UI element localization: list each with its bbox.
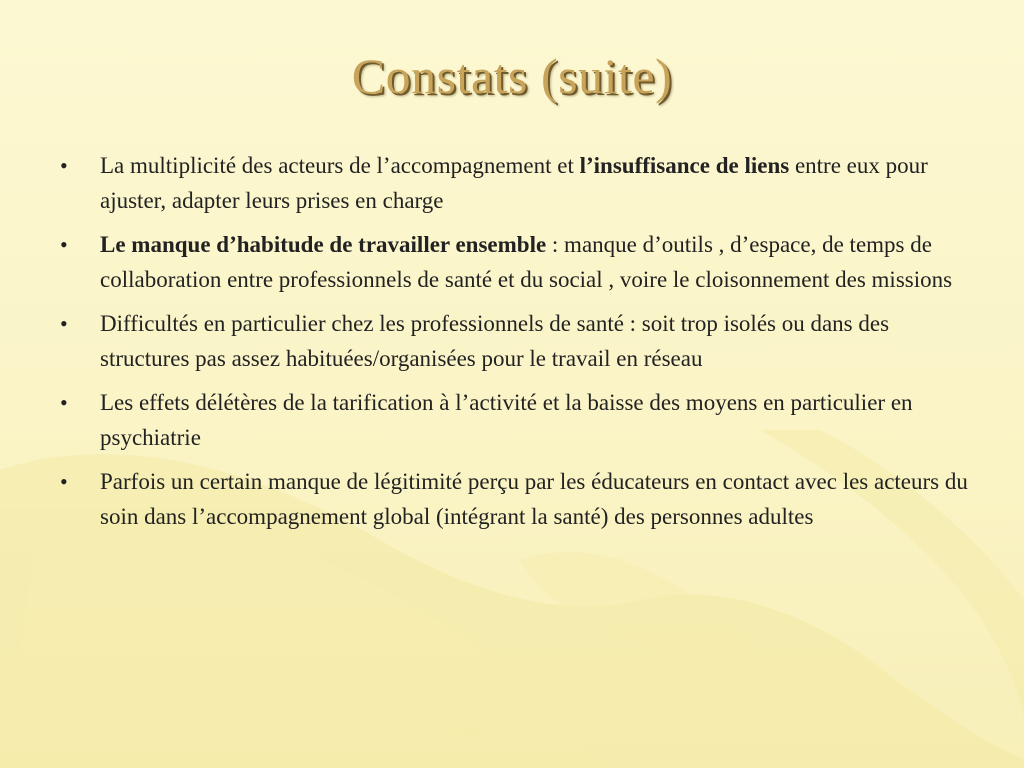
bullet-icon: • xyxy=(60,469,68,494)
bullet-item xyxy=(60,385,970,455)
bullet-icon: • xyxy=(60,390,68,415)
bullet-icon: • xyxy=(60,311,68,336)
bullet-bold-text: l’insuffisance de liens xyxy=(579,153,790,178)
bullet-item xyxy=(60,227,970,297)
bullet-item xyxy=(60,464,970,534)
slide-title: Constats (suite) xyxy=(351,48,673,104)
bullet-text: Difficultés en particulier chez les professionnels de santé : soit trop isolés ou dans des structures pas assez habituées/organisées pour le travail en réseau xyxy=(100,311,890,371)
bullet-item xyxy=(60,306,970,376)
bullet-text: Parfois un certain manque de légitimité perçu par les éducateurs en contact avec les acteurs du soin dans l’accompagnement global (intégrant la santé) des personnes adultes xyxy=(100,469,968,529)
bullet-list xyxy=(60,148,970,543)
bullet-text: Les effets délétères de la tarification à l’activité et la baisse des moyens en particulier en psychiatrie xyxy=(100,390,913,450)
bullet-bold-text: Le manque d’habitude de travailler ensemble xyxy=(100,232,547,257)
bullet-text: La multiplicité des acteurs de l’accompagnement et xyxy=(100,153,580,178)
bullet-text: entre eux pour ajuster, adapter leurs prises en charge xyxy=(100,153,928,213)
bullet-item xyxy=(60,148,970,218)
bullet-icon: • xyxy=(60,232,68,257)
bullet-text: : manque d’outils , d’espace, de temps de collaboration entre professionnels de santé et du social , voire le cloisonnement des missions xyxy=(100,232,953,292)
bullet-icon: • xyxy=(60,153,68,178)
